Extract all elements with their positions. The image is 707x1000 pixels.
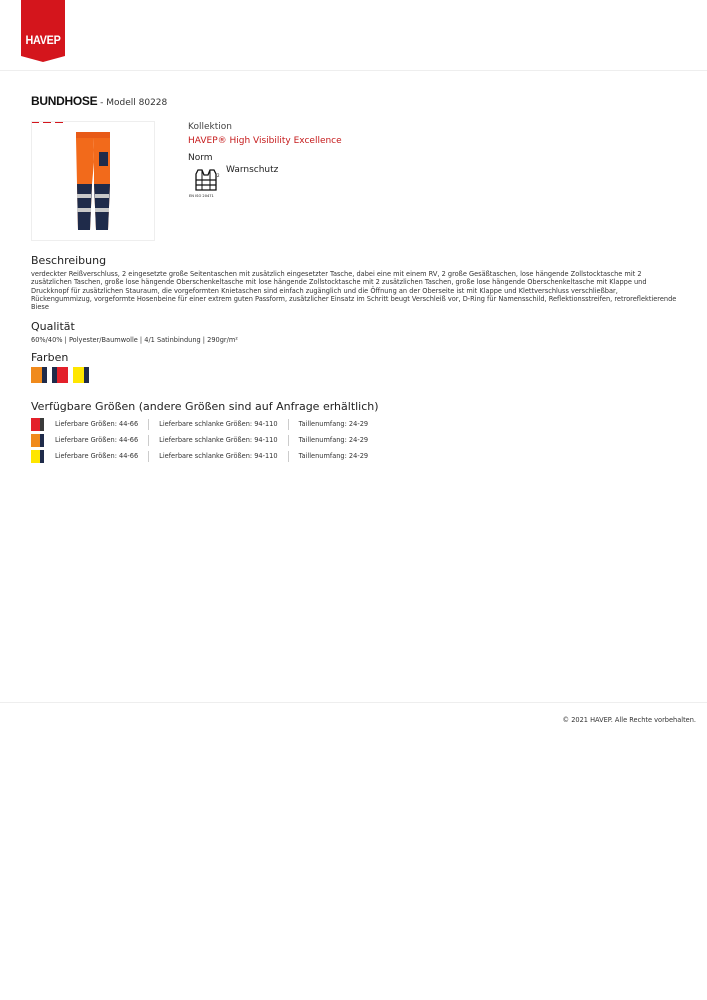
slim-sizes: Lieferbare schlanke Größen: 94-110 bbox=[159, 420, 278, 428]
hi-vis-vest-icon bbox=[189, 166, 223, 204]
size-color-swatch bbox=[31, 418, 44, 431]
header bbox=[0, 0, 707, 71]
product-image[interactable] bbox=[31, 121, 155, 241]
color-swatches bbox=[31, 367, 89, 383]
logo-text: HAVEP bbox=[25, 33, 61, 47]
product-model: - Modell 80228 bbox=[97, 98, 168, 108]
available-sizes: Lieferbare Größen: 44-66 bbox=[55, 452, 139, 460]
colors-heading: Farben bbox=[31, 351, 69, 364]
size-row bbox=[31, 432, 378, 448]
product-type: BUNDHOSE bbox=[31, 94, 98, 108]
norm-icon-class: 2 bbox=[217, 173, 220, 178]
available-sizes: Lieferbare Größen: 44-66 bbox=[55, 436, 139, 444]
norm-icon-caption: EN ISO 20471 bbox=[189, 194, 214, 198]
copyright: © 2021 HAVEP. Alle Rechte vorbehalten. bbox=[562, 716, 696, 724]
description-text: verdeckter Reißverschluss, 2 eingesetzte große Seitentaschen mit zusätzlich eingesetzter Tasche, dabei eine mit einem RV, 2 große Gesäßtaschen, lose hängende Zollstocktasche mit 2 zusätzlichen Taschen, große lose hängende Oberschenkeltasche mit lose hängende Zollstocktasche mit 2 zusätzlichen Taschen, große lose hängende Oberschenkeltasche mit Klappe und Druckknopf für zusätzlichen Stauraum, die vorgeformten Knietaschen sind einfach zugänglich und die Öffnung an der Oberseite ist mit Klappe und Klettverschluss verschließbar, Rückengummizug, vorgeformte Hosenbeine für einer extrem guten Passform, zusätzlicher Einsatz im Schritt beugt Verschleiß vor, D-Ring für Namensschild, Reflektionsstreifen, retroreflektierende Biese bbox=[31, 270, 677, 312]
slim-sizes: Lieferbare schlanke Größen: 94-110 bbox=[159, 452, 278, 460]
havep-logo[interactable] bbox=[21, 0, 65, 56]
size-color-swatch bbox=[31, 450, 44, 463]
slim-sizes: Lieferbare schlanke Größen: 94-110 bbox=[159, 436, 278, 444]
footer-divider bbox=[0, 702, 707, 703]
quality-text: 60%/40% | Polyester/Baumwolle | 4/1 Satinbindung | 290gr/m² bbox=[31, 336, 238, 344]
size-row bbox=[31, 416, 378, 432]
waist-range: Taillenumfang: 24-29 bbox=[298, 420, 369, 428]
swatch-rot-marine[interactable] bbox=[52, 367, 68, 383]
collection-link[interactable]: HAVEP® High Visibility Excellence bbox=[188, 136, 342, 146]
waist-range: Taillenumfang: 24-29 bbox=[298, 436, 369, 444]
available-sizes: Lieferbare Größen: 44-66 bbox=[55, 420, 139, 428]
waist-range: Taillenumfang: 24-29 bbox=[298, 452, 369, 460]
swatch-gelb-marine[interactable] bbox=[73, 367, 89, 383]
swatch-orange-marine[interactable] bbox=[31, 367, 47, 383]
size-row bbox=[31, 448, 378, 464]
sizes-heading: Verfügbare Größen (andere Größen sind auf Anfrage erhältlich) bbox=[31, 400, 379, 413]
trousers-image bbox=[32, 122, 154, 240]
description-heading: Beschreibung bbox=[31, 254, 107, 267]
norm-name: Warnschutz bbox=[226, 165, 279, 175]
sizes-table bbox=[31, 416, 378, 464]
size-color-swatch bbox=[31, 434, 44, 447]
page-title bbox=[31, 94, 167, 108]
quality-heading: Qualität bbox=[31, 320, 75, 333]
norm-label: Norm bbox=[188, 153, 213, 163]
collection-label: Kollektion bbox=[188, 122, 232, 132]
